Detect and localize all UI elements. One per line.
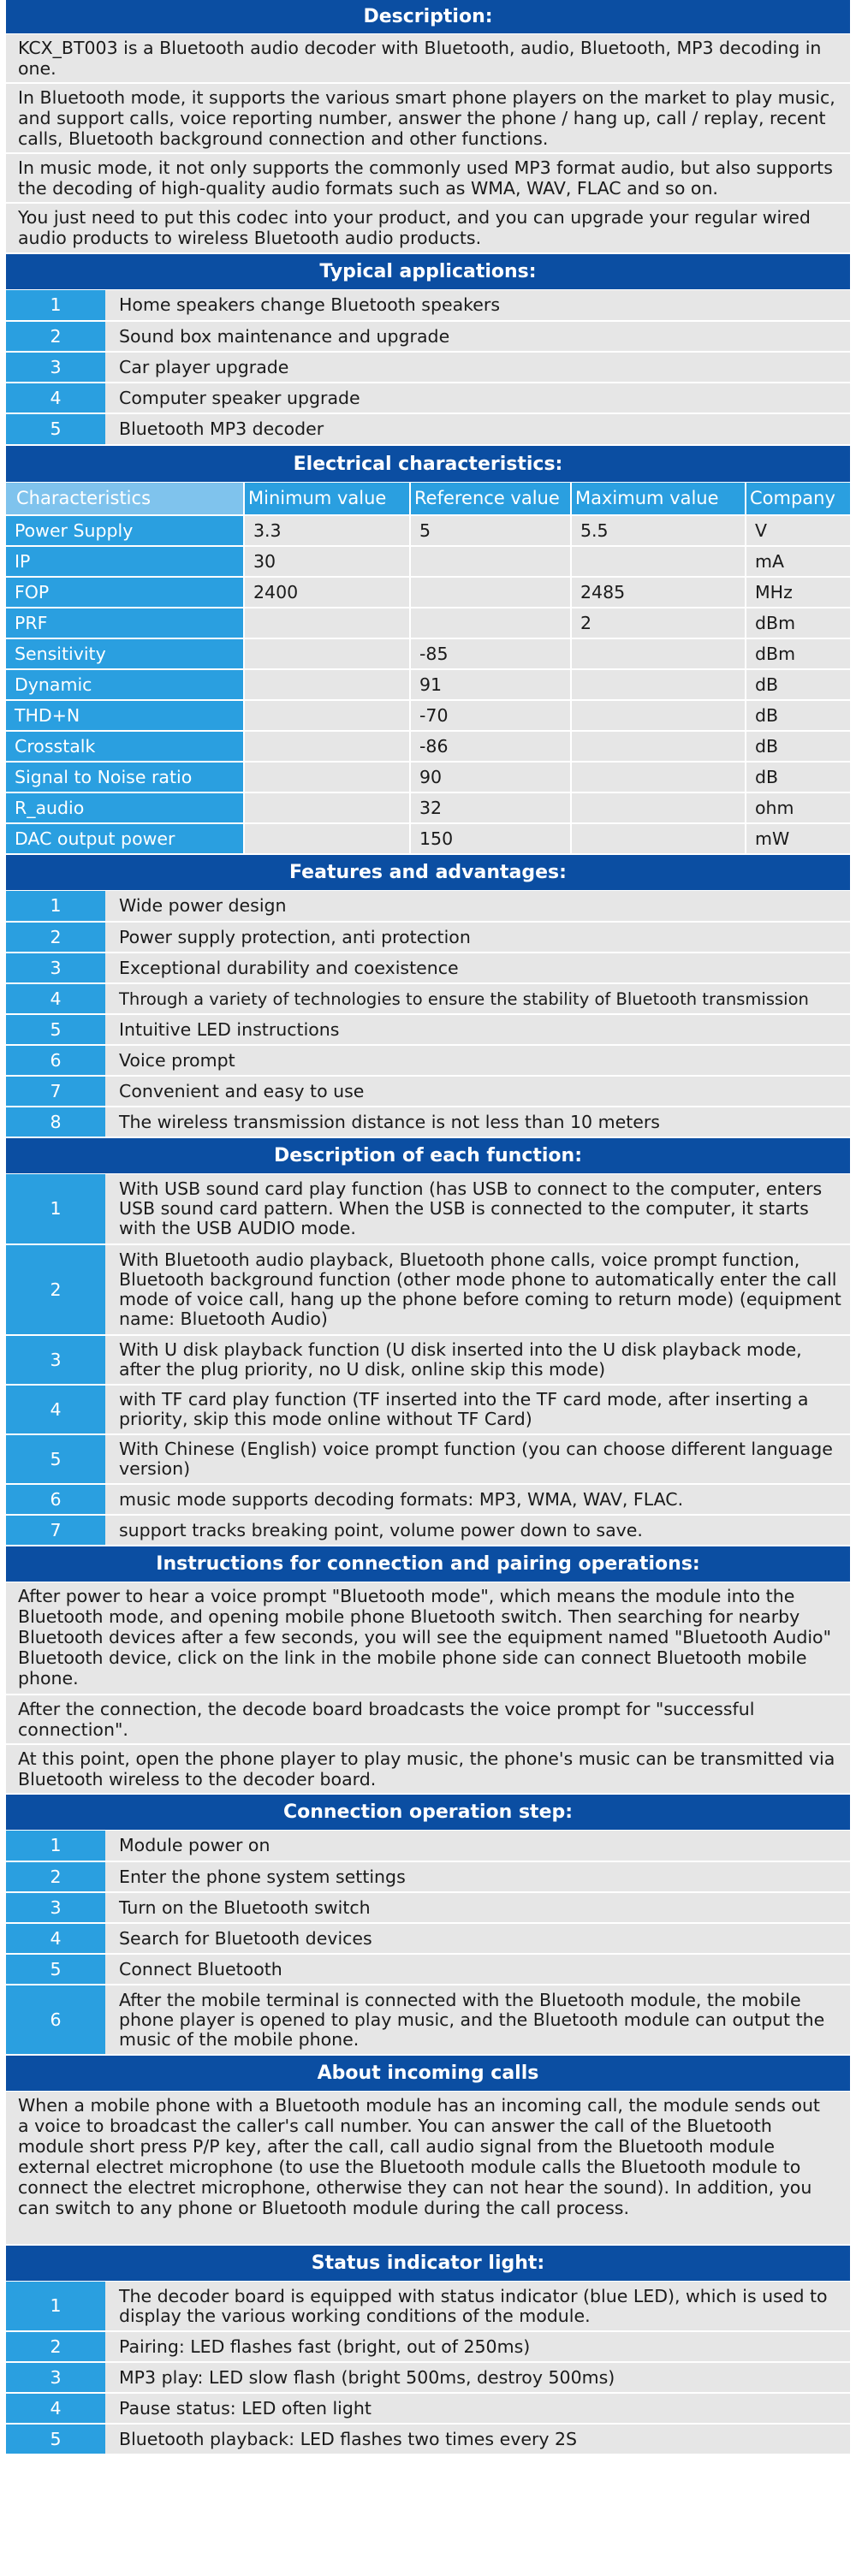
param-name: FOP xyxy=(6,577,244,608)
max-value: 2485 xyxy=(571,577,746,608)
item-text: Voice prompt xyxy=(105,1045,850,1076)
ref-value: -85 xyxy=(410,638,571,669)
item-text: Car player upgrade xyxy=(105,352,850,383)
status-list xyxy=(6,2282,850,2455)
item-number: 3 xyxy=(6,1892,105,1923)
table-row xyxy=(6,577,850,608)
list-item xyxy=(6,383,850,413)
item-number: 4 xyxy=(6,983,105,1014)
unit: dB xyxy=(746,762,850,792)
unit: dBm xyxy=(746,638,850,669)
list-item xyxy=(6,2393,850,2424)
list-item xyxy=(6,1385,850,1434)
list-item xyxy=(6,1174,850,1244)
item-text: MP3 play: LED slow flash (bright 500ms, destroy 500ms) xyxy=(105,2362,850,2393)
ref-value: 91 xyxy=(410,669,571,700)
item-text: Module power on xyxy=(105,1831,850,1861)
item-text: Bluetooth MP3 decoder xyxy=(105,413,850,445)
section-header-features: Features and advantages: xyxy=(6,855,850,891)
min-value: 2400 xyxy=(244,577,410,608)
item-number: 7 xyxy=(6,1515,105,1546)
item-number: 4 xyxy=(6,2393,105,2424)
item-number: 8 xyxy=(6,1107,105,1137)
item-text: With U disk playback function (U disk inserted into the U disk playback mode, after the plug priority, no U disk, online skip this mode) xyxy=(105,1335,850,1385)
item-number: 1 xyxy=(6,2282,105,2331)
table-row xyxy=(6,515,850,546)
steps-list xyxy=(6,1831,850,2056)
table-row xyxy=(6,669,850,700)
item-number: 3 xyxy=(6,953,105,983)
unit: ohm xyxy=(746,792,850,823)
table-row xyxy=(6,762,850,792)
list-item xyxy=(6,2362,850,2393)
list-item xyxy=(6,290,850,321)
item-number: 5 xyxy=(6,1434,105,1484)
list-item xyxy=(6,2282,850,2331)
item-number: 5 xyxy=(6,1014,105,1045)
description-paragraph: In Bluetooth mode, it supports the various smart phone players on the market to play music, and support calls, voice reporting number, answer the phone / hang up, call / replay, recent calls, Bluetooth background connection and other functions. xyxy=(6,84,850,154)
list-item xyxy=(6,1892,850,1923)
param-name: Dynamic xyxy=(6,669,244,700)
item-text: Bluetooth playback: LED flashes two times every 2S xyxy=(105,2424,850,2454)
ref-value: 32 xyxy=(410,792,571,823)
item-number: 5 xyxy=(6,413,105,445)
item-number: 7 xyxy=(6,1076,105,1107)
item-number: 2 xyxy=(6,922,105,953)
list-item xyxy=(6,953,850,983)
param-name: Crosstalk xyxy=(6,731,244,762)
max-value: 2 xyxy=(571,608,746,638)
functions-list xyxy=(6,1174,850,1546)
item-number: 4 xyxy=(6,383,105,413)
unit: V xyxy=(746,515,850,546)
max-value xyxy=(571,792,746,823)
table-row xyxy=(6,731,850,762)
list-item xyxy=(6,2331,850,2362)
list-item xyxy=(6,352,850,383)
max-value xyxy=(571,700,746,731)
item-text: The decoder board is equipped with status indicator (blue LED), which is used to display the various working conditions of the module. xyxy=(105,2282,850,2331)
list-item xyxy=(6,922,850,953)
list-item xyxy=(6,1985,850,2055)
table-row xyxy=(6,792,850,823)
item-text: Exceptional durability and coexistence xyxy=(105,953,850,983)
instructions-paragraph: At this point, open the phone player to play music, the phone's music can be transmitted via Bluetooth wireless to the decoder board. xyxy=(6,1745,850,1795)
min-value xyxy=(244,823,410,854)
ref-value: -70 xyxy=(410,700,571,731)
unit: mA xyxy=(746,546,850,577)
item-number: 6 xyxy=(6,1985,105,2055)
column-header: Reference value xyxy=(410,483,571,515)
min-value xyxy=(244,762,410,792)
list-item xyxy=(6,2424,850,2454)
list-item xyxy=(6,1831,850,1861)
list-item xyxy=(6,413,850,445)
spec-sheet xyxy=(6,0,850,2455)
item-number: 1 xyxy=(6,891,105,922)
param-name: R_audio xyxy=(6,792,244,823)
item-number: 1 xyxy=(6,290,105,321)
item-text: Computer speaker upgrade xyxy=(105,383,850,413)
section-header-steps: Connection operation step: xyxy=(6,1795,850,1831)
item-text: Pairing: LED flashes fast (bright, out of 250ms) xyxy=(105,2331,850,2362)
table-row xyxy=(6,608,850,638)
item-text: Turn on the Bluetooth switch xyxy=(105,1892,850,1923)
item-text: Intuitive LED instructions xyxy=(105,1014,850,1045)
features-list xyxy=(6,891,850,1138)
min-value xyxy=(244,792,410,823)
list-item xyxy=(6,321,850,352)
min-value: 3.3 xyxy=(244,515,410,546)
column-header: Characteristics xyxy=(6,483,244,515)
instructions-paragraph: After power to hear a voice prompt "Bluetooth mode", which means the module into the Bluetooth mode, and opening mobile phone Bluetooth switch. Then searching for nearby Bluetooth devices after a few seconds, you will see the equipment named "Bluetooth Audio" Bluetooth device, click on the link in the mobile phone side can connect Bluetooth mobile phone. xyxy=(6,1582,850,1695)
item-text: With USB sound card play function (has USB to connect to the computer, enters USB sound card pattern. When the USB is connected to the computer, it starts with the USB AUDIO mode. xyxy=(105,1174,850,1244)
max-value xyxy=(571,823,746,854)
param-name: THD+N xyxy=(6,700,244,731)
ref-value: 90 xyxy=(410,762,571,792)
item-number: 1 xyxy=(6,1831,105,1861)
item-number: 2 xyxy=(6,1244,105,1335)
section-header-instructions: Instructions for connection and pairing operations: xyxy=(6,1546,850,1582)
item-number: 5 xyxy=(6,2424,105,2454)
list-item xyxy=(6,1014,850,1045)
param-name: PRF xyxy=(6,608,244,638)
item-number: 6 xyxy=(6,1045,105,1076)
applications-list xyxy=(6,290,850,446)
item-text: with TF card play function (TF inserted into the TF card mode, after inserting a priority, skip this mode online without TF Card) xyxy=(105,1385,850,1434)
min-value: 30 xyxy=(244,546,410,577)
item-text: music mode supports decoding formats: MP3, WMA, WAV, FLAC. xyxy=(105,1484,850,1515)
ref-value xyxy=(410,577,571,608)
item-text: support tracks breaking point, volume power down to save. xyxy=(105,1515,850,1546)
max-value xyxy=(571,638,746,669)
min-value xyxy=(244,608,410,638)
list-item xyxy=(6,1107,850,1137)
item-text: Wide power design xyxy=(105,891,850,922)
column-header: Company xyxy=(746,483,850,515)
unit: MHz xyxy=(746,577,850,608)
min-value xyxy=(244,731,410,762)
ref-value: -86 xyxy=(410,731,571,762)
param-name: Signal to Noise ratio xyxy=(6,762,244,792)
max-value xyxy=(571,762,746,792)
item-number: 3 xyxy=(6,1335,105,1385)
column-header: Maximum value xyxy=(571,483,746,515)
param-name: Sensitivity xyxy=(6,638,244,669)
item-text: After the mobile terminal is connected with the Bluetooth module, the mobile phone player is opened to play music, and the Bluetooth module can output the music of the mobile phone. xyxy=(105,1985,850,2055)
list-item xyxy=(6,1244,850,1335)
calls-paragraph: When a mobile phone with a Bluetooth module has an incoming call, the module sends out a voice to broadcast the caller's call number. You can answer the call of the Bluetooth module short press P/P key, after the call, call audio signal from the Bluetooth module external electret microphone (to use the Bluetooth module calls the Bluetooth module to connect the electret microphone, otherwise they can not hear the sound). In addition, you can switch to any phone or Bluetooth module during the call process. xyxy=(6,2092,850,2246)
item-number: 5 xyxy=(6,1954,105,1985)
list-item xyxy=(6,1434,850,1484)
max-value xyxy=(571,546,746,577)
section-header-functions: Description of each function: xyxy=(6,1138,850,1174)
list-item xyxy=(6,891,850,922)
table-row xyxy=(6,546,850,577)
item-text: Enter the phone system settings xyxy=(105,1861,850,1892)
list-item xyxy=(6,1335,850,1385)
section-header-description: Description: xyxy=(6,0,850,34)
ref-value xyxy=(410,546,571,577)
section-header-electrical: Electrical characteristics: xyxy=(6,446,850,483)
ref-value: 5 xyxy=(410,515,571,546)
ref-value xyxy=(410,608,571,638)
item-number: 4 xyxy=(6,1923,105,1954)
max-value xyxy=(571,669,746,700)
item-text: Home speakers change Bluetooth speakers xyxy=(105,290,850,321)
table-row xyxy=(6,700,850,731)
unit: dB xyxy=(746,700,850,731)
max-value xyxy=(571,731,746,762)
description-paragraph: KCX_BT003 is a Bluetooth audio decoder with Bluetooth, audio, Bluetooth, MP3 decoding in one. xyxy=(6,34,850,84)
table-header-row xyxy=(6,483,850,515)
item-text: With Chinese (English) voice prompt function (you can choose different language version) xyxy=(105,1434,850,1484)
item-text: Pause status: LED often light xyxy=(105,2393,850,2424)
item-number: 2 xyxy=(6,321,105,352)
unit: dB xyxy=(746,669,850,700)
item-number: 3 xyxy=(6,352,105,383)
item-text: Convenient and easy to use xyxy=(105,1076,850,1107)
max-value: 5.5 xyxy=(571,515,746,546)
list-item xyxy=(6,1861,850,1892)
item-number: 6 xyxy=(6,1484,105,1515)
unit: dBm xyxy=(746,608,850,638)
electrical-table xyxy=(6,483,850,855)
item-text: Through a variety of technologies to ensure the stability of Bluetooth transmission xyxy=(105,983,850,1014)
item-number: 2 xyxy=(6,2331,105,2362)
item-text: Search for Bluetooth devices xyxy=(105,1923,850,1954)
unit: mW xyxy=(746,823,850,854)
min-value xyxy=(244,700,410,731)
list-item xyxy=(6,1954,850,1985)
list-item xyxy=(6,983,850,1014)
item-number: 1 xyxy=(6,1174,105,1244)
min-value xyxy=(244,669,410,700)
list-item xyxy=(6,1923,850,1954)
item-number: 4 xyxy=(6,1385,105,1434)
description-paragraph: You just need to put this codec into your product, and you can upgrade your regular wired audio products to wireless Bluetooth audio products. xyxy=(6,204,850,254)
list-item xyxy=(6,1076,850,1107)
item-text: Sound box maintenance and upgrade xyxy=(105,321,850,352)
column-header: Minimum value xyxy=(244,483,410,515)
instructions-paragraph: After the connection, the decode board broadcasts the voice prompt for "successful connection". xyxy=(6,1695,850,1745)
section-header-status: Status indicator light: xyxy=(6,2246,850,2282)
min-value xyxy=(244,638,410,669)
item-text: With Bluetooth audio playback, Bluetooth phone calls, voice prompt function, Bluetooth background function (other mode phone to automatically enter the call mode of voice call, hang up the phone before coming to return mode) (equipment name: Bluetooth Audio) xyxy=(105,1244,850,1335)
list-item xyxy=(6,1045,850,1076)
description-paragraph: In music mode, it not only supports the commonly used MP3 format audio, but also supports the decoding of high-quality audio formats such as WMA, WAV, FLAC and so on. xyxy=(6,154,850,204)
item-text: The wireless transmission distance is not less than 10 meters xyxy=(105,1107,850,1137)
param-name: DAC output power xyxy=(6,823,244,854)
table-row xyxy=(6,638,850,669)
item-number: 2 xyxy=(6,1861,105,1892)
list-item xyxy=(6,1484,850,1515)
list-item xyxy=(6,1515,850,1546)
item-text: Power supply protection, anti protection xyxy=(105,922,850,953)
table-row xyxy=(6,823,850,854)
section-header-typical-applications: Typical applications: xyxy=(6,254,850,290)
param-name: Power Supply xyxy=(6,515,244,546)
ref-value: 150 xyxy=(410,823,571,854)
item-text: Connect Bluetooth xyxy=(105,1954,850,1985)
item-number: 3 xyxy=(6,2362,105,2393)
unit: dB xyxy=(746,731,850,762)
param-name: IP xyxy=(6,546,244,577)
section-header-calls: About incoming calls xyxy=(6,2056,850,2092)
